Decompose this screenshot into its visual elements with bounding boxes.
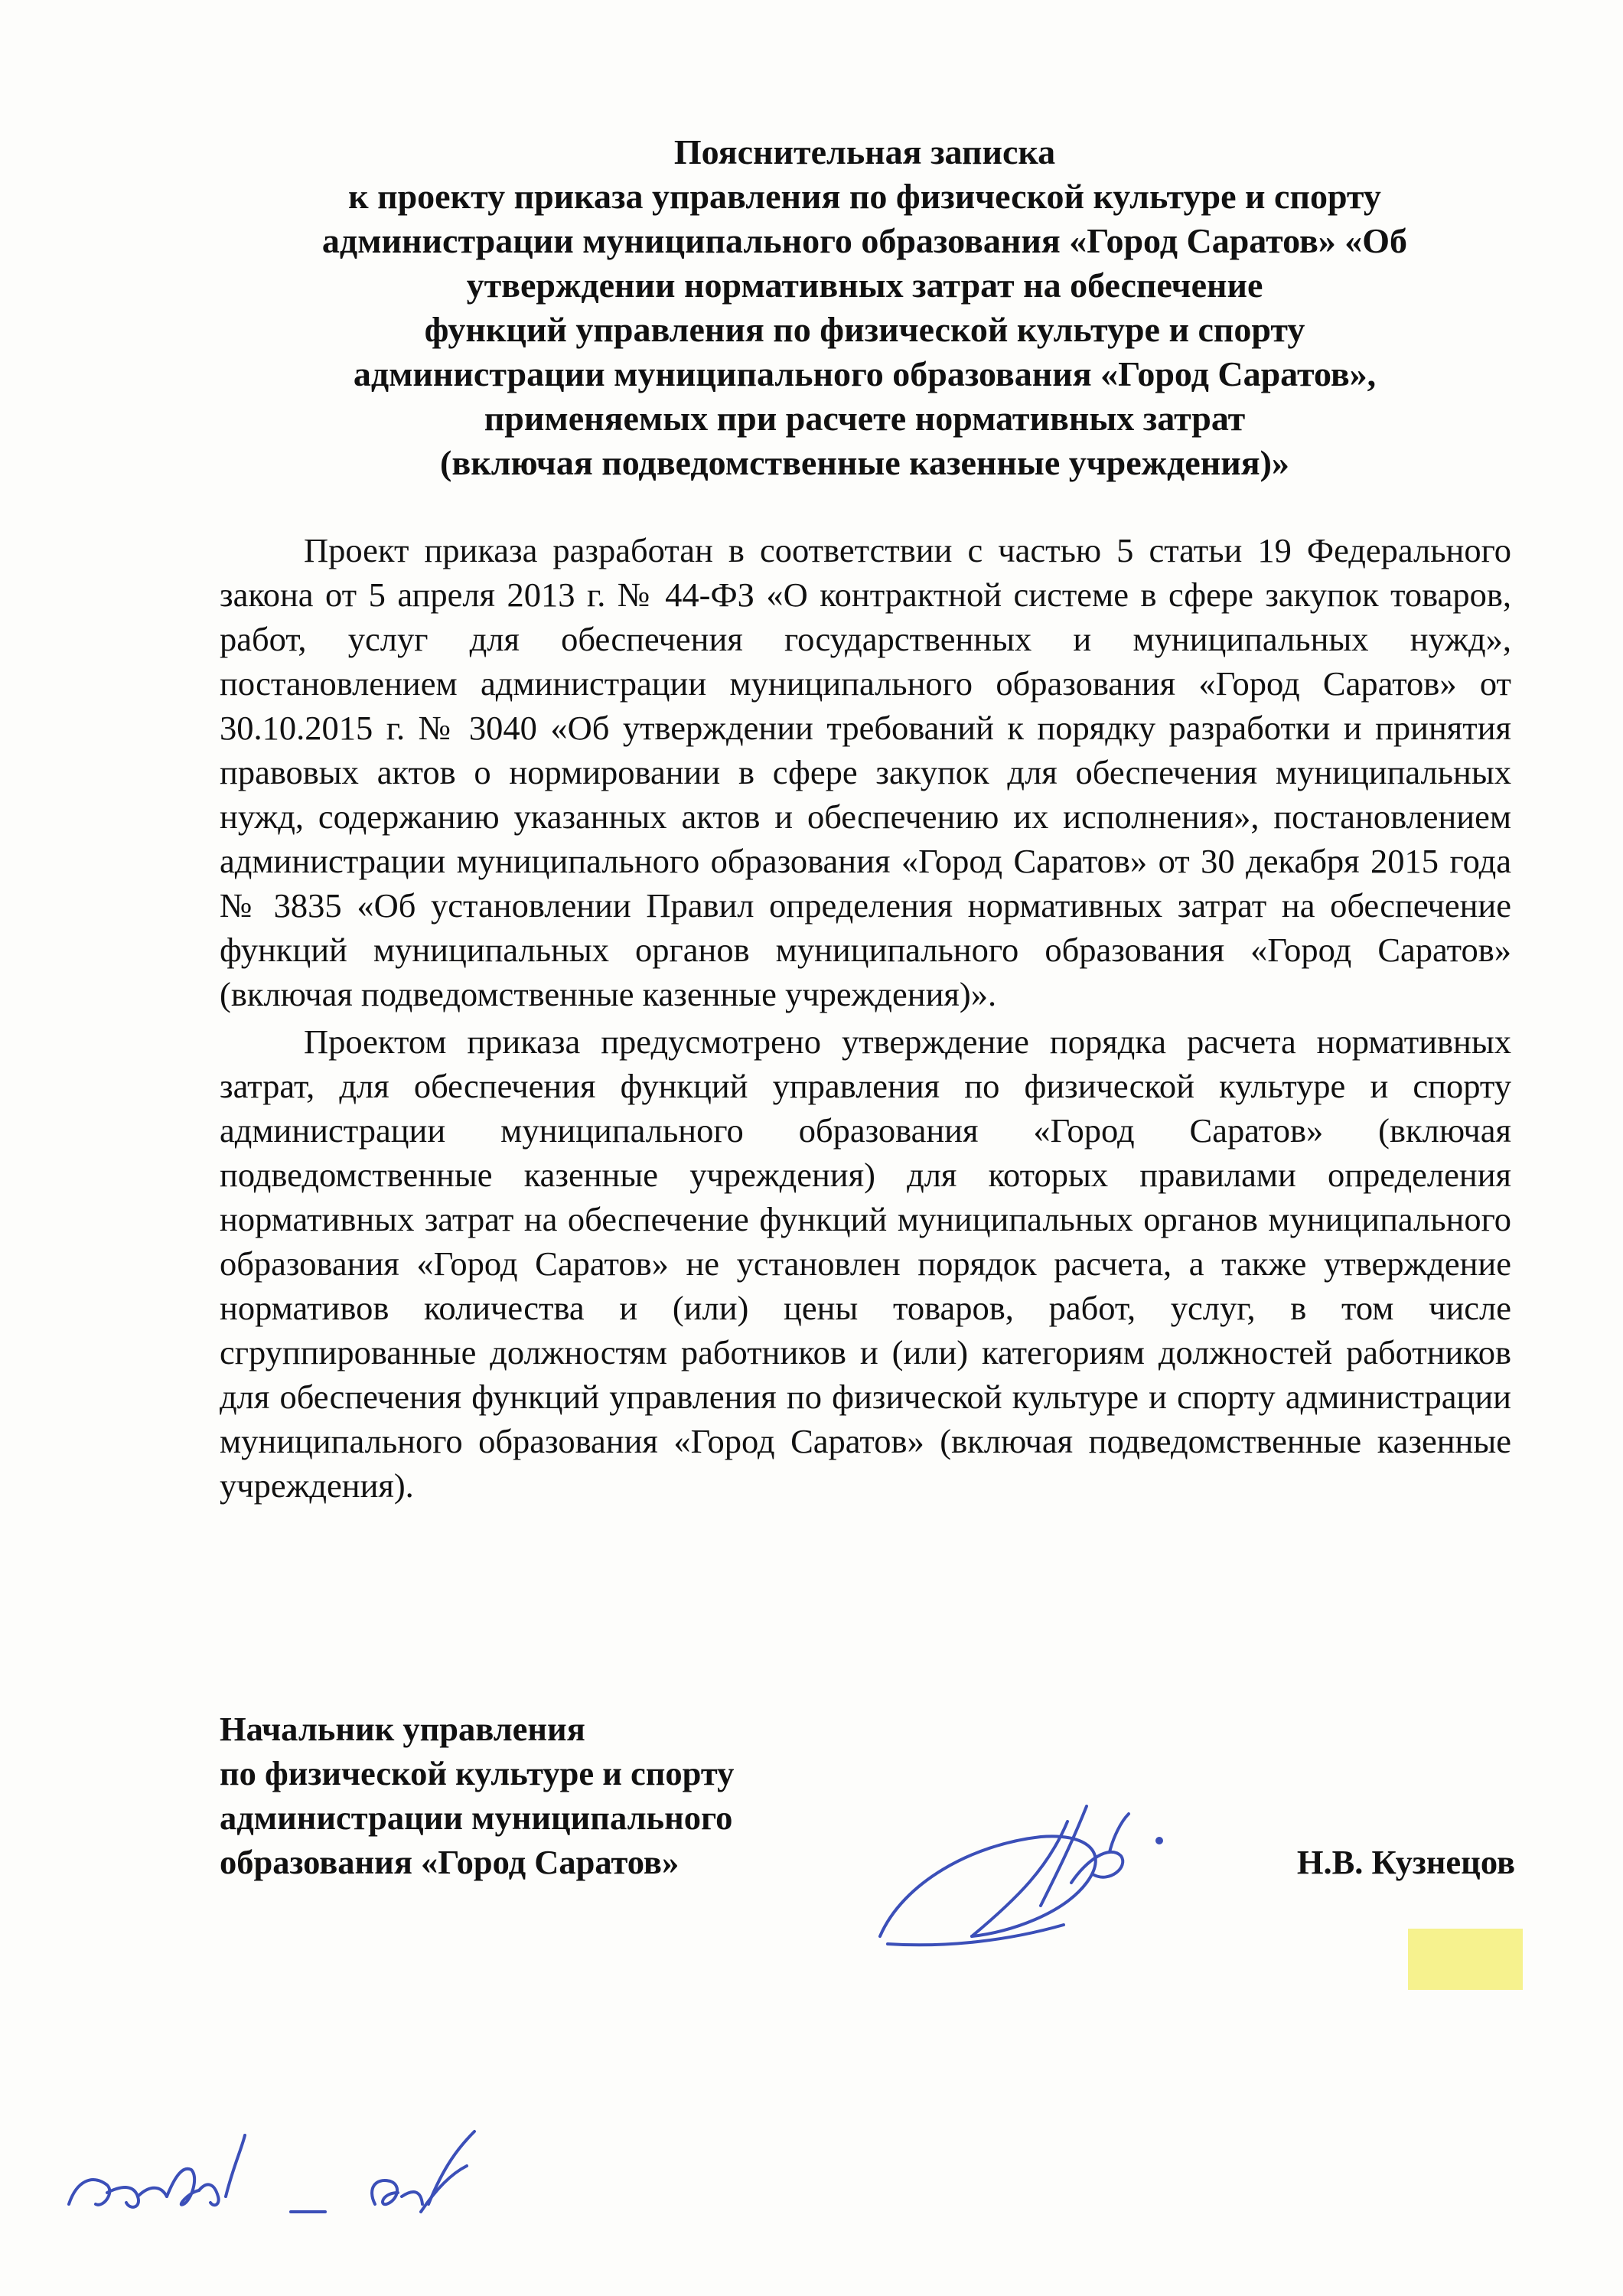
highlighter-mark	[1408, 1929, 1523, 1990]
position-line: Начальник управления	[220, 1710, 585, 1748]
signatory-position	[220, 1707, 734, 1884]
position-line: администрации муниципального	[220, 1799, 733, 1837]
body-paragraph-legal-basis: Проект приказа разработан в соответствии с частью 5 статьи 19 Федерального закона от 5 апреля 2013 г. № 44-ФЗ «О контрактной системе в сфере закупок товаров, работ, услуг для обеспечения государственных и муниципальных нужд», постановлением администрации муниципального образования «Город Саратов» от 30.10.2015 г. № 3040 «Об утверждении требований к порядку разработки и принятия правовых актов о нормировании в сфере закупок для обеспечения муниципальных нужд, содержанию указанных актов и обеспечению их исполнения», постановлением администрации муниципального образования «Город Саратов» от 30 декабря 2015 года № 3835 «Об установлении Правил определения нормативных затрат на обеспечение функций муниципальных органов муниципального образования «Город Саратов» (включая подведомственные казенные учреждения)».	[220, 531, 1511, 1013]
position-line: по физической культуре и спорту	[220, 1754, 735, 1792]
title-line: применяемых при расчете нормативных затрат	[484, 399, 1246, 438]
title-line: Пояснительная записка	[673, 132, 1056, 171]
handwritten-signature	[857, 1791, 1178, 1959]
title-line: администрации муниципального образования «Город Саратов» «Об	[321, 221, 1408, 260]
title-line: администрации муниципального образования «Город Саратов»,	[353, 354, 1377, 393]
handwritten-note	[61, 2120, 490, 2250]
title-line: функций управления по физической культуре и спорту	[424, 310, 1305, 349]
document-body	[220, 528, 1511, 1508]
body-paragraph-purpose: Проектом приказа предусмотрено утверждение порядка расчета нормативных затрат, для обеспечения функций управления по физической культуре и спорту администрации муниципального образования «Город Саратов» (включая подведомственные казенные учреждения) для которых правилами определения нормативных затрат на обеспечение функций муниципальных органов муниципального образования «Город Саратов» не установлен порядок расчета, а также утверждение нормативов количества и (или) цены товаров, работ, услуг, в том числе сгруппированные должностям работников и (или) категориям должностей работников для обеспечения функций управления по физической культуре и спорту администрации муниципального образования «Город Саратов» (включая подведомственные казенные учреждения).	[220, 1022, 1511, 1505]
document-title	[214, 130, 1515, 485]
title-line: (включая подведомственные казенные учреждения)»	[440, 443, 1289, 482]
title-line: к проекту приказа управления по физической культуре и спорту	[348, 177, 1381, 216]
title-line: утверждении нормативных затрат на обеспечение	[466, 266, 1263, 305]
signer-name: Н.В. Кузнецов	[1296, 1843, 1515, 1881]
position-line: образования «Город Саратов»	[220, 1843, 680, 1881]
